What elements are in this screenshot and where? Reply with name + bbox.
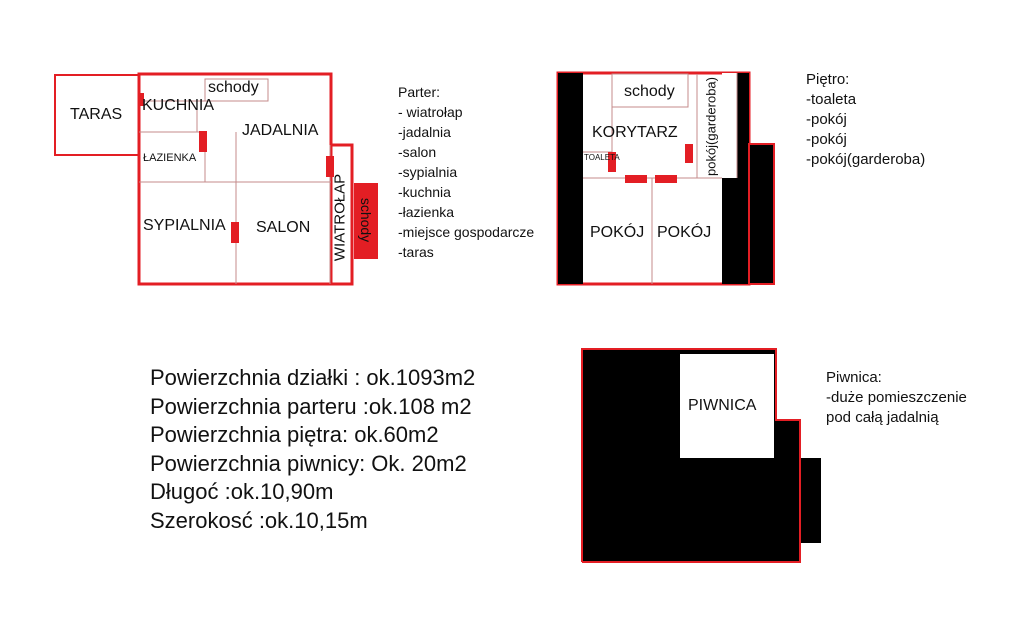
legend-item: -kuchnia xyxy=(398,184,451,200)
legend-item: -salon xyxy=(398,144,437,160)
upper-far-right-black-area xyxy=(749,144,774,284)
room-label-upper-schody: schody xyxy=(624,83,675,100)
upper-white-notch xyxy=(722,73,737,178)
stat-plot-area: Powierzchnia działki : ok.1093m2 xyxy=(150,365,476,390)
room-label-schody-side: schody xyxy=(358,197,374,243)
legend-item: -pokój xyxy=(806,131,847,148)
door-marker xyxy=(625,175,647,183)
legend-item: - wiatrołap xyxy=(398,104,463,120)
legend-item: -sypialnia xyxy=(398,164,458,180)
upper-interior-partitions xyxy=(583,74,722,284)
room-label-pokoj-right: POKÓJ xyxy=(657,224,712,241)
legend-item: -jadalnia xyxy=(398,124,451,140)
legend-item: -toaleta xyxy=(806,91,857,108)
upper-floor-legend xyxy=(806,70,925,170)
room-label-korytarz: KORYTARZ xyxy=(592,124,678,141)
stat-basement-area: Powierzchnia piwnicy: Ok. 20m2 xyxy=(150,450,467,476)
room-label-sypialnia: SYPIALNIA xyxy=(143,217,226,234)
basement-legend xyxy=(826,368,967,428)
door-marker xyxy=(199,131,207,152)
legend-item: -duże pomieszczenie xyxy=(826,389,967,406)
legend-title: Piwnica: xyxy=(826,369,882,386)
basement-plan xyxy=(582,349,821,562)
legend-item: -pokój xyxy=(806,111,847,128)
door-marker xyxy=(231,222,239,243)
room-label-schody: schody xyxy=(208,79,259,96)
stat-ground-floor-area: Powierzchnia parteru :ok.108 m2 xyxy=(150,393,472,419)
room-label-kuchnia: KUCHNIA xyxy=(142,97,215,114)
room-label-toaleta: TOALETA xyxy=(584,153,620,162)
stat-upper-floor-area: Powierzchnia piętra: ok.60m2 xyxy=(150,422,439,447)
room-label-lazienka: ŁAZIENKA xyxy=(143,152,197,164)
legend-item: -taras xyxy=(398,244,434,260)
ground-floor-legend xyxy=(398,82,534,262)
room-label-taras: TARAS xyxy=(70,106,123,123)
door-marker xyxy=(655,175,677,183)
legend-title: Piętro: xyxy=(806,71,850,88)
upper-left-black-area xyxy=(558,73,583,284)
upper-floor-plan xyxy=(558,73,774,284)
legend-item: -miejsce gospodarcze xyxy=(398,224,535,240)
legend-item: pod całą jadalnią xyxy=(826,409,939,426)
stat-width: Szerokosć :ok.10,15m xyxy=(150,507,368,533)
legend-item: -łazienka xyxy=(398,204,455,220)
legend-title: Parter: xyxy=(398,84,441,100)
room-label-jadalnia: JADALNIA xyxy=(242,122,319,139)
room-label-garderoba: pokój(garderoba) xyxy=(703,77,719,177)
stat-length: Długoć :ok.10,90m xyxy=(150,479,334,504)
room-label-pokoj-left: POKÓJ xyxy=(590,224,645,241)
room-label-salon: SALON xyxy=(256,219,311,236)
property-stats xyxy=(150,364,475,535)
room-label-piwnica: PIWNICA xyxy=(688,397,757,414)
legend-item: -pokój(garderoba) xyxy=(806,151,926,168)
room-label-wiatrolap: WIATROŁAP xyxy=(331,173,349,262)
door-marker xyxy=(685,144,693,163)
